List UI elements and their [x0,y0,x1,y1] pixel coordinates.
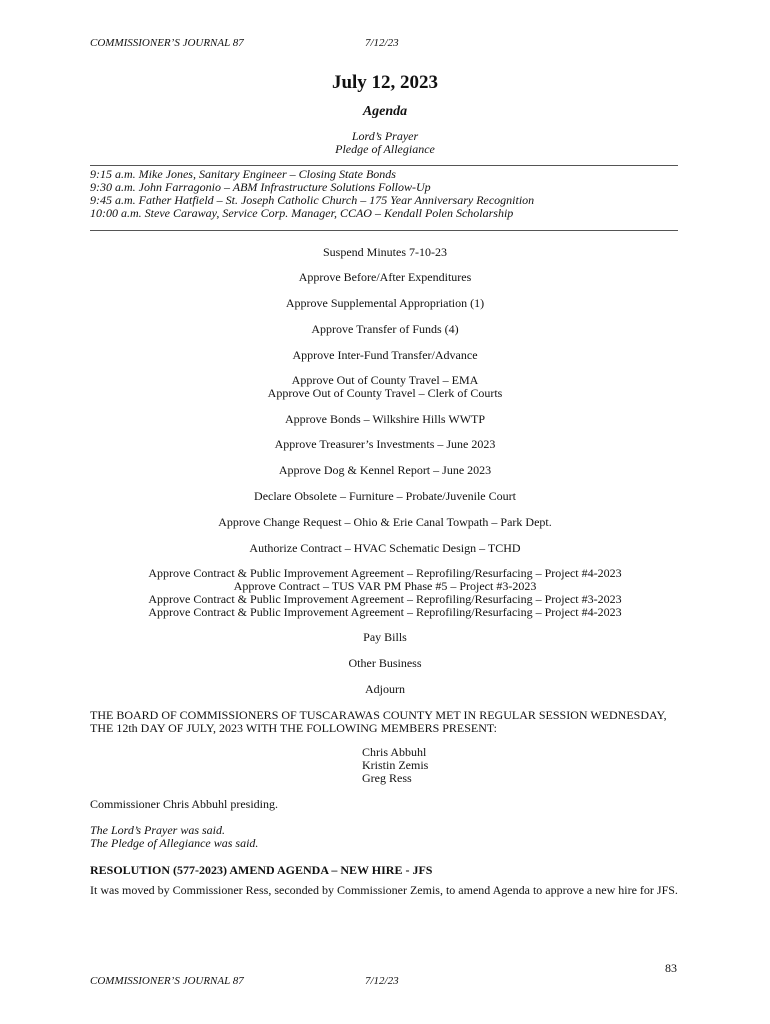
page-footer [90,975,399,987]
member-name: Kristin Zemis [362,758,429,772]
member-name: Greg Ress [362,771,412,785]
divider [90,230,678,231]
agenda-item: Pay Bills [363,630,407,644]
agenda-item: Approve Change Request – Ohio & Erie Canal Towpath – Park Dept. [218,515,552,529]
agenda-heading: Agenda [362,104,408,119]
agenda-item: Declare Obsolete – Furniture – Probate/Juvenile Court [254,489,516,503]
agenda-item: Approve Dog & Kennel Report – June 2023 [278,463,492,477]
agenda-item: Other Business [348,656,422,670]
schedule-item: 10:00 a.m. Steve Caraway, Service Corp. Manager, CCAO – Kendall Polen Scholarship [90,206,514,220]
said-line: The Lord’s Prayer was said. [90,823,226,837]
footer-journal: COMMISSIONER’S JOURNAL 87 [90,975,244,987]
page-header [90,37,399,49]
resolution-text: It was moved by Commissioner Ress, seconded by Commissioner Zemis, to amend Agenda to approve a new hire for JFS. [90,883,678,897]
said-line: The Pledge of Allegiance was said. [90,836,259,850]
agenda-item: Suspend Minutes 7-10-23 [323,245,447,259]
members-list [362,746,428,785]
agenda-item: Approve Out of County Travel – EMA Approve Out of County Travel – Clerk of Courts [267,373,503,400]
agenda-item: Approve Treasurer’s Investments – June 2023 [274,437,496,451]
schedule-item: 9:15 a.m. Mike Jones, Sanitary Engineer – Closing State Bonds [90,167,396,181]
opening-item: Lord’s Prayer [351,129,419,143]
header-date: 7/12/23 [365,37,399,49]
schedule-item: 9:30 a.m. John Farragonio – ABM Infrastructure Solutions Follow-Up [90,180,431,194]
page-number: 83 [665,961,677,975]
session-statement: THE BOARD OF COMMISSIONERS OF TUSCARAWAS COUNTY MET IN REGULAR SESSION WEDNESDAY, THE 12th DAY OF JULY, 2023 WITH THE FOLLOWING MEMBERS PRESENT: [90,708,667,735]
header-journal: COMMISSIONER’S JOURNAL 87 [90,37,244,49]
resolution-heading: RESOLUTION (577-2023) AMEND AGENDA – NEW HIRE - JFS [90,863,433,877]
agenda-item: Adjourn [365,682,405,696]
agenda-item: Authorize Contract – HVAC Schematic Design – TCHD [249,541,521,555]
openings [0,130,770,156]
agenda-item: Approve Inter-Fund Transfer/Advance [292,348,478,362]
schedule-list [90,168,534,220]
agenda-item: Approve Transfer of Funds (4) [311,322,459,336]
schedule-item: 9:45 a.m. Father Hatfield – St. Joseph Catholic Church – 175 Year Anniversary Recognition [90,193,535,207]
opening-record [90,824,258,850]
divider [90,165,678,166]
agenda-item: Approve Supplemental Appropriation (1) [285,296,485,310]
member-name: Chris Abbuhl [362,745,427,759]
presiding-statement: Commissioner Chris Abbuhl presiding. [90,797,279,811]
page-title: July 12, 2023 [331,72,439,93]
agenda-item: Approve Contract & Public Improvement Agreement – Reprofiling/Resurfacing – Project #4-2023 Approve Contract – TUS VAR PM Phase #5 – Project #3-2023 Approve Contract & Public Improvement Agreement – Reprofiling/Resurfacing – Project #3-2023 Approve Contract & Public Improvement Agreement – Reprofiling/Resurfacing – Project #4-2023 [148,566,622,619]
agenda-item: Approve Before/After Expenditures [298,270,472,284]
agenda-item: Approve Bonds – Wilkshire Hills WWTP [284,412,486,426]
opening-item: Pledge of Allegiance [335,142,435,156]
footer-date: 7/12/23 [365,975,399,987]
